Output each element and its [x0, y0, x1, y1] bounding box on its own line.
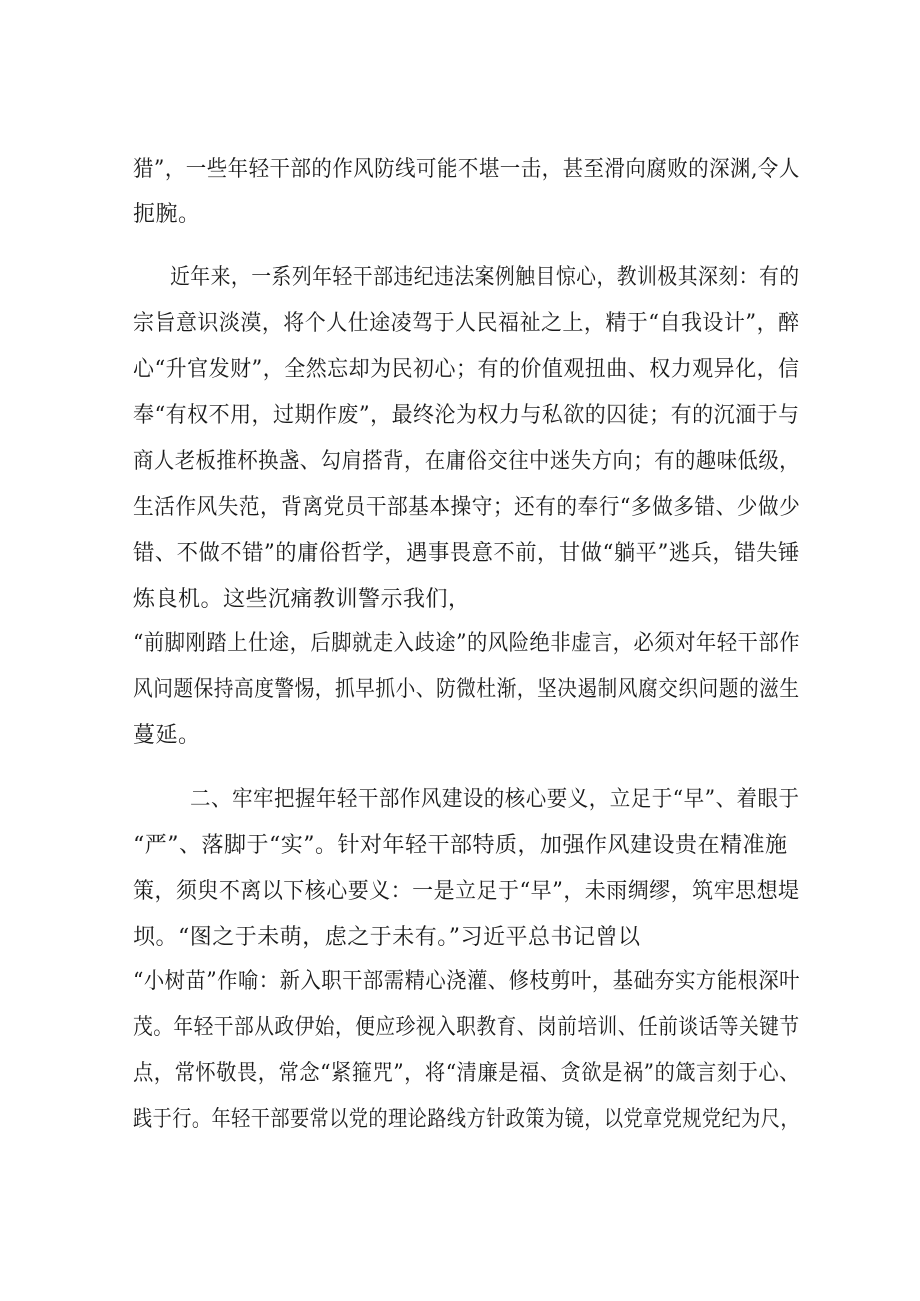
text-line: “小树苗”作喻：新入职干部需精心浇灌、修枝剪叶，基础夯实方能根深叶	[133, 969, 800, 994]
text-line: 宗旨意识淡漠，将个人仕途凌驾于人民福祉之上，精于“自我设计”，醉	[133, 311, 800, 336]
text-line: 近年来，一系列年轻干部违纪违法案例触目惊心，教训极其深刻：有的	[170, 265, 800, 290]
text-line: 坝。“图之于未萌，虑之于未有。”习近平总书记曾以	[133, 925, 641, 950]
text-line: 扼腕。	[133, 202, 201, 227]
text-line: 生活作风失范，背离党员干部基本操守；还有的奉行“多做多错、少做少	[133, 495, 801, 520]
text-line: 风问题保持高度警惕，抓早抓小、防微杜渐，坚决遏制风腐交织问题的滋生	[133, 677, 800, 702]
text-line: 炼良机。这些沉痛教训警示我们，	[133, 587, 471, 612]
text-line: 二、牢牢把握年轻干部作风建设的核心要义，立足于“早”、着眼于	[190, 787, 800, 812]
text-line: 策，须臾不离以下核心要义：一是立足于“早”，未雨绸缪，筑牢思想堤	[133, 879, 800, 904]
text-line: 茂。年轻干部从政伊始，便应珍视入职教育、岗前培训、任前谈话等关键节	[133, 1015, 800, 1040]
text-line: 践于行。年轻干部要常以党的理论路线方针政策为镜，以党章党规党纪为尺，	[133, 1107, 801, 1132]
text-line: 点，常怀敬畏，常念“紧箍咒”，将“清廉是福、贪欲是祸”的箴言刻于心、	[133, 1061, 800, 1086]
text-line: 商人老板推杯换盏、勾肩搭背，在庸俗交往中迷失方向；有的趣味低级，	[133, 449, 801, 474]
text-line: 蔓延。	[133, 723, 201, 748]
text-line: 奉“有权不用，过期作废”，最终沦为权力与私欲的囚徒；有的沉湎于与	[133, 403, 800, 428]
text-line: 错、不做不错”的庸俗哲学，遇事畏意不前，甘做“躺平”逃兵，错失锤	[133, 541, 800, 566]
text-line: “前脚刚踏上仕途，后脚就走入歧途”的风险绝非虚言，必须对年轻干部作	[133, 631, 800, 656]
text-line: 心“升官发财”，全然忘却为民初心；有的价值观扭曲、权力观异化，信	[133, 357, 800, 382]
text-line: 猎”，一些年轻干部的作风防线可能不堪一击，甚至滑向腐败的深渊,令人	[133, 157, 800, 182]
text-line: “严”、落脚于“实”。针对年轻干部特质，加强作风建设贵在精准施	[133, 833, 788, 858]
